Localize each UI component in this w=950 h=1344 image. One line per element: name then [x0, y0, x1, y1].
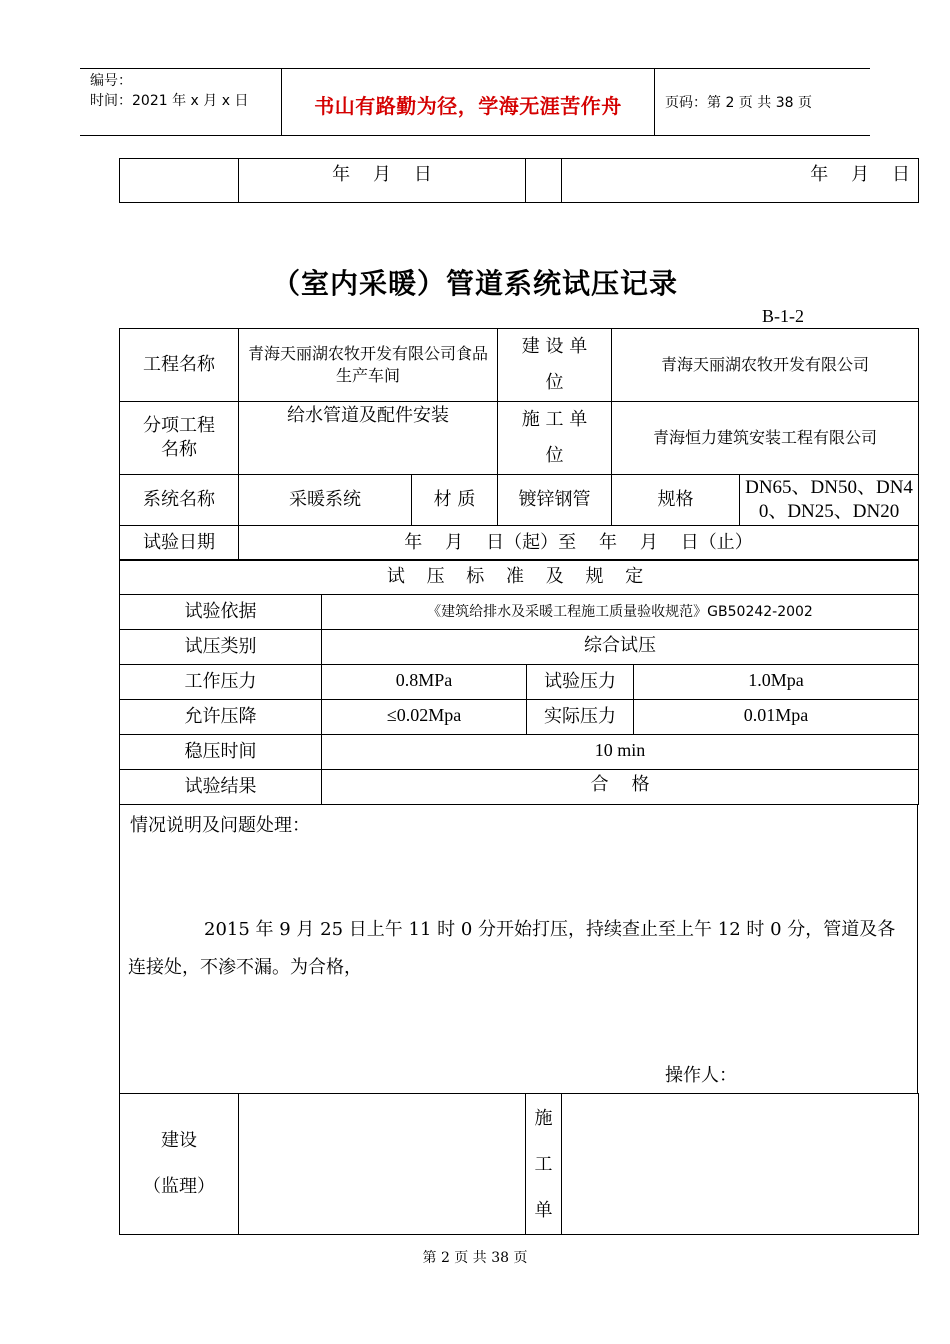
build-signature-area: [239, 1094, 526, 1235]
system-name-value: 采暖系统: [239, 475, 412, 526]
signature-table: [119, 1093, 919, 1235]
footer-page-number: [0, 1247, 950, 1267]
construct-vertical-label: [526, 1094, 562, 1235]
hold-time-value: 10 min: [322, 735, 919, 770]
actual-pressure-label: 实际压力: [527, 700, 634, 735]
standards-section-title-text: 试 压 标 准 及 规 定: [386, 566, 652, 587]
test-date-label: 试验日期: [120, 526, 239, 561]
header-time-label: 时间：2021 年 x 月 x 日: [90, 93, 249, 109]
spec-value: DN65、DN50、DN40、DN25、DN20: [740, 475, 919, 526]
material-value: 镀锌钢管: [498, 475, 612, 526]
result-value: [322, 770, 919, 805]
construct-unit-label-text: 施 工 单 位: [521, 409, 588, 466]
test-date-value: [239, 526, 919, 561]
notes-box: [119, 805, 918, 1094]
document-title: （室内采暖）管道系统试压记录: [271, 267, 678, 300]
allowed-drop-label: 允许压降: [120, 700, 322, 735]
footer-page-text: 第 2 页 共 38 页: [422, 1250, 528, 1266]
sub-project-label: [120, 402, 239, 475]
construct-unit-value: 青海恒力建筑安装工程有限公司: [612, 402, 919, 475]
supervisor-label: （监理）: [143, 1176, 215, 1197]
header-number-label: 编号：: [90, 73, 132, 89]
prev-date-right: [562, 159, 919, 203]
header-top-rule: [80, 68, 870, 69]
notes-label: 情况说明及问题处理：: [130, 815, 310, 836]
build-unit-label: [498, 329, 612, 402]
result-value-text: 合 格: [590, 774, 650, 795]
prev-date-right-text: 年 月 日: [810, 164, 910, 185]
prev-cell-empty: [120, 159, 239, 203]
standards-section-title: [120, 560, 919, 595]
document-code: B-1-2: [762, 306, 804, 326]
working-pressure-label: 工作压力: [120, 665, 322, 700]
construct-char-3: 单: [534, 1200, 553, 1221]
basis-label: 试验依据: [120, 595, 322, 630]
standards-table: [119, 559, 919, 805]
build-supervisor-label: [120, 1094, 239, 1235]
result-label: 试验结果: [120, 770, 322, 805]
construct-unit-label: [498, 402, 612, 475]
test-date-value-text: 年 月 日（起）至 年 月 日（止）: [404, 532, 753, 553]
working-pressure-value: 0.8MPa: [322, 665, 527, 700]
header-motto: 书山有路勤为径，学海无涯苦作舟: [314, 94, 622, 118]
system-name-label: 系统名称: [120, 475, 239, 526]
material-label: 材 质: [412, 475, 498, 526]
category-value-text: 综合试压: [584, 635, 657, 656]
actual-pressure-value: 0.01Mpa: [634, 700, 919, 735]
basis-value: 《建筑给排水及采暖工程施工质量验收规范》GB50242-2002: [322, 595, 919, 630]
info-table: [119, 328, 919, 561]
prev-date-left: [239, 159, 526, 203]
header-divider-right: [654, 68, 655, 136]
construct-char-1: 施: [534, 1108, 553, 1129]
sub-project-value: 给水管道及配件安装: [239, 402, 498, 475]
build-unit-label-text: 建 设 单 位: [521, 336, 588, 393]
operator-label: 操作人：: [665, 1065, 737, 1086]
build-label: 建设: [161, 1130, 197, 1151]
category-label: 试压类别: [120, 630, 322, 665]
construct-char-2: 工: [534, 1154, 553, 1175]
test-pressure-value: 1.0Mpa: [634, 665, 919, 700]
header-bottom-rule: [80, 135, 870, 136]
hold-time-label: 稳压时间: [120, 735, 322, 770]
category-value: [322, 630, 919, 665]
build-unit-value: 青海天丽湖农牧开发有限公司: [612, 329, 919, 402]
test-pressure-label: 试验压力: [527, 665, 634, 700]
project-name-label: 工程名称: [120, 329, 239, 402]
prev-signature-table: [119, 158, 919, 203]
spec-label: 规格: [612, 475, 740, 526]
prev-cell-narrow: [526, 159, 562, 203]
header-page-info: 页码：第 2 页 共 38 页: [665, 95, 812, 111]
project-name-value: 青海天丽湖农牧开发有限公司食品生产车间: [239, 329, 498, 402]
prev-date-left-text: 年 月 日: [332, 164, 432, 185]
allowed-drop-value: ≤0.02Mpa: [322, 700, 527, 735]
notes-body: 2015 年 9 月 25 日上午 11 时 0 分开始打压，持续查止至上午 12 时 0 分，管道及各连接处，不渗不漏。为合格，: [128, 919, 896, 978]
sub-project-label-text: 分项工程名称: [143, 415, 215, 460]
construct-signature-area: [562, 1094, 919, 1235]
